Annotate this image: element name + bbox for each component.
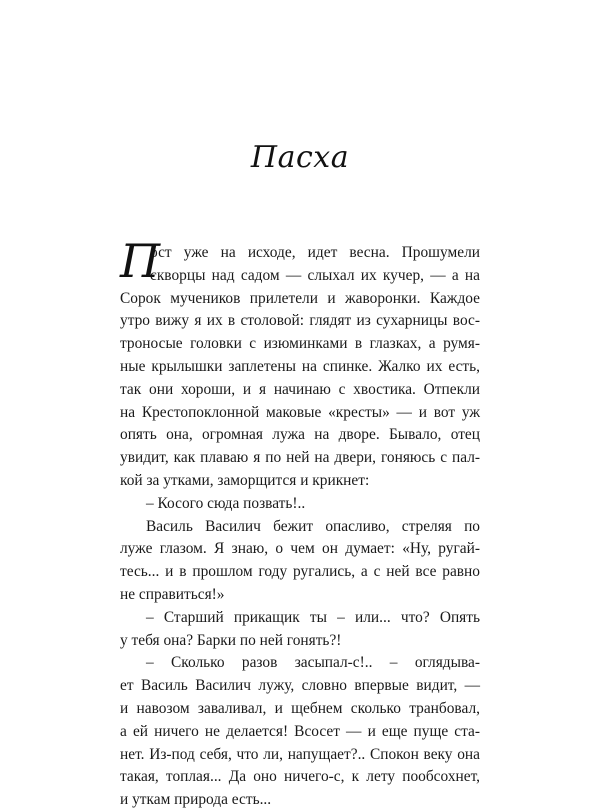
text-line: ет Василь Василич лужу, словно впервые видит, — — [120, 677, 480, 695]
text-line: Василь Василич бежит опасливо, стреляя по — [146, 517, 480, 535]
text-line: и навозом заваливал, и щебнем сколько транбовал, — [120, 699, 480, 717]
text-line: скворцы над садом — слыхал их кучер, — а на — [150, 266, 480, 284]
text-line: – Старший прикащик ты – или... что? Опять — [146, 608, 480, 626]
text-line: троносые головки с изюминками в глазках, а румя- — [120, 335, 480, 353]
text-line: ост уже на исходе, идет весна. Прошумели — [150, 244, 480, 261]
chapter-title: Пасха — [250, 140, 350, 175]
text-line: а ей ничего не делается! Всосет — и еще пуще ста- — [120, 722, 480, 740]
text-line: – Косого сюда позвать!.. — [146, 494, 306, 512]
text-line: у тебя она? Барки по ней гонять?! — [120, 631, 342, 649]
text-line: ные крылышки заплетены на спинке. Жалко их есть, — [120, 357, 480, 375]
text-line: тесь... и в прошлом году ругались, а с ней все равно — [120, 563, 480, 581]
text-line: Сорок мучеников прилетели и жаворонки. Каждое — [120, 289, 480, 307]
text-line: так они хороши, и я начинаю с хвостика. Отпекли — [120, 380, 480, 398]
text-line: кой за утками, заморщится и крикнет: — [120, 471, 370, 489]
text-line: нет. Из-под себя, что ли, напущает?.. Спокон веку она — [120, 745, 480, 763]
text-line: на Крестопоклонной маковые «кресты» — и вот уж — [120, 403, 480, 421]
text-line: утро вижу я их в столовой: глядят из сухарницы вос- — [120, 312, 480, 330]
text-line: не справиться!» — [120, 585, 225, 603]
text-line: луже глазом. Я знаю, о чем он думает: «Ну, ругай- — [120, 540, 480, 558]
text-line: опять она, огромная лужа на дворе. Бывало, отец — [120, 426, 480, 444]
text-line: увидит, как плаваю я по ней на двери, гоняюсь с пал- — [120, 449, 480, 467]
text-line: такая, топлая... Да оно ничего-с, к лету пообсохнет, — [120, 768, 480, 786]
text-line: – Сколько разов засыпал-с!.. – оглядыва- — [146, 654, 480, 672]
text-line: и уткам природа есть... — [120, 791, 272, 809]
drop-cap: П — [120, 234, 161, 288]
body-text — [120, 234, 480, 812]
